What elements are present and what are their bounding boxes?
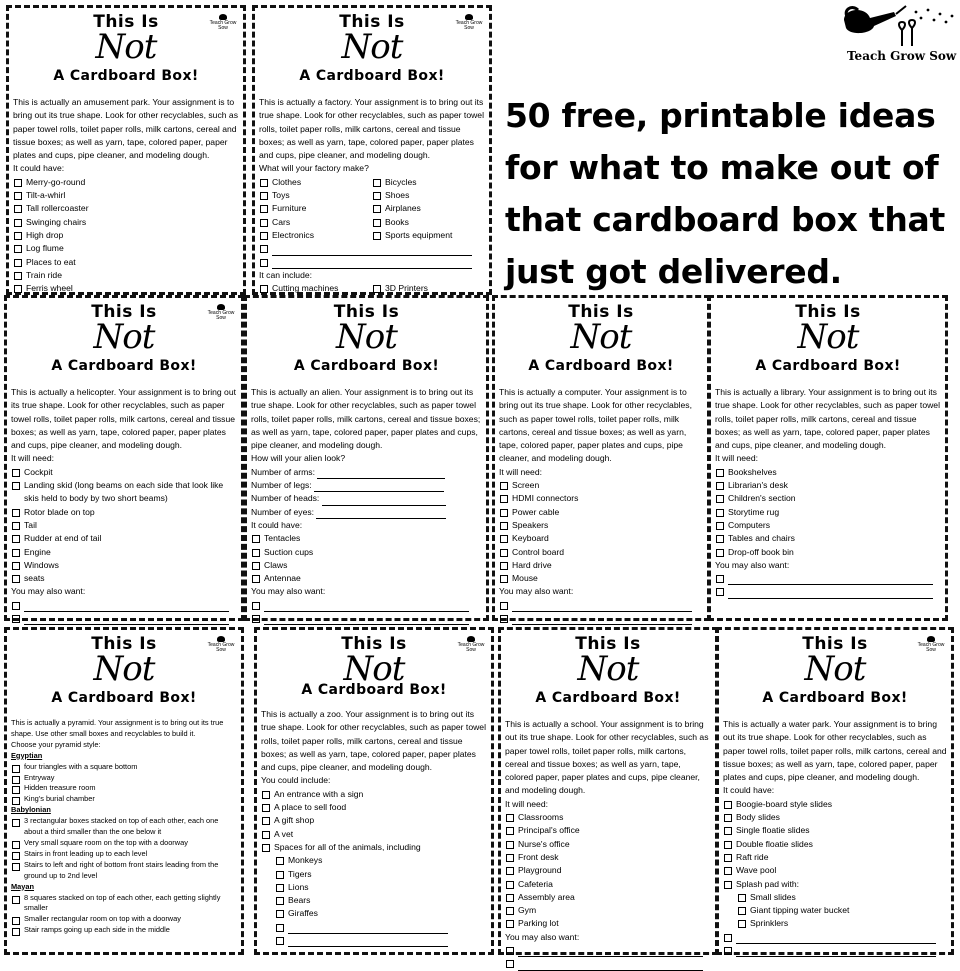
list-item[interactable]: Children's section xyxy=(715,492,941,505)
list-item[interactable]: Stairs to left and right of bottom front stairs leading from the ground up to 2nd level xyxy=(11,860,237,882)
list-item[interactable]: Cafeteria xyxy=(505,878,711,891)
list-item[interactable]: King's burial chamber xyxy=(11,794,237,805)
alien-field-eyes[interactable]: Number of eyes: xyxy=(251,506,482,519)
list-item[interactable]: 8 squares stacked on top of each other, each getting slightly smaller xyxy=(11,893,237,915)
list-item[interactable]: Screen xyxy=(499,479,703,492)
list-label: You may also want: xyxy=(11,586,86,597)
blank-lines xyxy=(259,242,485,269)
list-item[interactable]: 3 rectangular boxes stacked on top of each other, each one about a third smaller than the one below it xyxy=(11,816,237,838)
card-water-park xyxy=(716,627,954,955)
list-item[interactable]: Classrooms xyxy=(505,811,711,824)
card-zoo xyxy=(254,627,494,955)
card-body xyxy=(255,96,489,309)
blank-lines xyxy=(723,931,947,958)
list-item[interactable]: Stair ramps going up each side in the middle xyxy=(11,925,237,936)
list-subitem[interactable]: Giant tipping water bucket xyxy=(723,904,947,917)
list-subitem[interactable]: Small slides xyxy=(723,891,947,904)
list-item[interactable]: Airplanes xyxy=(372,202,485,215)
card-description: This is actually a computer. Your assignment is to bring out its true shape. Look for other recyclables, such as paper towel rolls, toilet paper rolls, milk cartons, cereal and tissue boxes; as well as yarn, tape, colored paper, paper plates and cups, pipe cleaner, and modeling dough. xyxy=(499,387,692,464)
alien-field-arms[interactable]: Number of arms: xyxy=(251,466,482,479)
card-title-cardboard-box: A Cardboard Box! xyxy=(51,358,197,374)
list-item[interactable]: Gym xyxy=(505,904,711,917)
list-label: How will your alien look? xyxy=(251,453,346,464)
card-helicopter xyxy=(4,295,244,621)
card-title-not: Not xyxy=(93,649,155,689)
list-item[interactable]: A gift shop xyxy=(261,814,487,827)
blank-lines xyxy=(251,599,482,626)
list-label: You may also want: xyxy=(499,586,574,597)
card-factory xyxy=(252,5,492,295)
list-item[interactable]: HDMI connectors xyxy=(499,492,703,505)
list-label: It will need: xyxy=(499,466,542,477)
card-pyramid xyxy=(4,627,244,955)
checklist xyxy=(251,532,482,585)
card-body xyxy=(257,708,491,947)
list-item[interactable]: Hidden treasure room xyxy=(11,783,237,794)
list-label: It will need: xyxy=(715,453,758,464)
list-item[interactable]: Engine xyxy=(11,546,237,559)
section-mayan: Mayan xyxy=(11,881,35,891)
list-item[interactable]: Cars xyxy=(259,216,372,229)
blank-item[interactable] xyxy=(259,242,485,255)
checklist xyxy=(261,788,487,948)
alien-field-heads[interactable]: Number of heads: xyxy=(251,492,482,505)
checklist xyxy=(11,466,237,586)
checklist xyxy=(505,811,711,931)
list-item[interactable]: Shoes xyxy=(372,189,485,202)
list-item[interactable]: Train ride xyxy=(13,269,239,282)
card-header xyxy=(7,630,241,718)
blank-item[interactable] xyxy=(261,934,487,947)
list-item[interactable]: Parking lot xyxy=(505,917,711,930)
checklist xyxy=(499,479,703,585)
list-label: Choose your pyramid style: xyxy=(11,739,101,749)
two-column-list xyxy=(259,176,485,242)
card-title-cardboard-box: A Cardboard Box! xyxy=(301,682,447,698)
list-item[interactable]: Bookshelves xyxy=(715,466,941,479)
list-item[interactable]: Swinging chairs xyxy=(13,216,239,229)
card-description: This is actually a zoo. Your assignment is to bring out its true shape. Look for other recyclables, such as paper towel rolls, toilet paper rolls, milk cartons, cereal and tissue boxes; as well as yarn, tape, colored paper, paper plates and cups, pipe cleaner, and modeling dough. xyxy=(261,709,486,773)
card-title-this-is: This Is xyxy=(91,302,157,322)
card-computer xyxy=(492,295,710,621)
headline: 50 free, printable ideas for what to make out of that cardboard box that just got delivered. xyxy=(505,96,945,291)
list-item[interactable]: Stairs in front leading up to each level xyxy=(11,849,237,860)
card-body xyxy=(711,386,945,599)
list-label: What will your factory make? xyxy=(259,163,369,174)
list-item[interactable]: Sports equipment xyxy=(372,229,485,242)
list-item[interactable]: Antennae xyxy=(251,572,482,585)
section-egyptian: Egyptian xyxy=(11,750,43,760)
list-item[interactable]: Places to eat xyxy=(13,256,239,269)
section-babylonian: Babylonian xyxy=(11,805,51,815)
card-description: This is actually an alien. Your assignment is to bring out its true shape. Look for other recyclables, such as paper towel rolls, toilet paper rolls, milk cartons, cereal and tissue boxes; as well as yarn, tape, colored paper, paper plates and cups, pipe cleaner, and modeling dough. xyxy=(251,387,481,451)
blank-lines xyxy=(11,599,237,626)
list-item[interactable]: A vet xyxy=(261,828,487,841)
card-body xyxy=(719,718,951,957)
card-title-not: Not xyxy=(804,649,866,689)
card-library xyxy=(708,295,948,621)
card-title-this-is: This Is xyxy=(93,12,159,32)
list-item[interactable]: Wave pool xyxy=(723,864,947,877)
blank-lines xyxy=(499,599,703,626)
list-item[interactable]: Front desk xyxy=(505,851,711,864)
list-label: It will need: xyxy=(505,798,548,809)
card-title-this-is: This Is xyxy=(333,302,400,322)
card-header xyxy=(501,630,715,718)
list-label: It can include: xyxy=(259,269,313,280)
card-title-cardboard-box: A Cardboard Box! xyxy=(528,358,674,374)
list-item[interactable]: Books xyxy=(372,216,485,229)
blank-item[interactable] xyxy=(715,585,941,598)
list-item[interactable]: Tentacles xyxy=(251,532,482,545)
list-label: It could have: xyxy=(251,519,303,530)
list-subitem[interactable]: Giraffes xyxy=(261,907,487,920)
list-item[interactable]: Merry-go-round xyxy=(13,176,239,189)
blank-item[interactable] xyxy=(11,612,237,625)
mini-logo: Teach Grow Sow xyxy=(455,14,483,31)
blank-item[interactable] xyxy=(11,599,237,612)
card-body xyxy=(495,386,707,625)
list-item[interactable]: Electronics xyxy=(259,229,372,242)
card-title-not: Not xyxy=(797,317,859,357)
list-item[interactable]: Double floatie slides xyxy=(723,838,947,851)
card-body xyxy=(7,718,241,936)
list-label: It will need: xyxy=(11,453,54,464)
list-item[interactable]: Tall rollercoaster xyxy=(13,202,239,215)
mini-logo: Teach Grow Sow xyxy=(917,636,945,653)
list-item[interactable]: Drop-off book bin xyxy=(715,546,941,559)
checklist xyxy=(259,176,372,242)
card-title-cardboard-box: A Cardboard Box! xyxy=(51,690,197,706)
card-title-not: Not xyxy=(577,649,639,689)
list-label: You may also want: xyxy=(251,586,326,597)
blank-lines xyxy=(715,572,941,599)
list-label: You may also want: xyxy=(505,931,580,942)
list-label: It could have: xyxy=(723,785,775,796)
list-item[interactable]: Body slides xyxy=(723,811,947,824)
card-header xyxy=(495,298,707,386)
card-header xyxy=(255,8,489,96)
list-item[interactable]: Smaller rectangular room on top with a doorway xyxy=(11,914,237,925)
list-item[interactable]: Clothes xyxy=(259,176,372,189)
card-title-this-is: This Is xyxy=(341,634,407,654)
list-item[interactable]: Computers xyxy=(715,519,941,532)
list-item[interactable]: Ferris wheel xyxy=(13,282,239,295)
card-title-this-is: This Is xyxy=(795,302,861,322)
blank-item[interactable] xyxy=(505,957,711,970)
blank-item[interactable] xyxy=(723,944,947,957)
card-header xyxy=(711,298,945,386)
list-subitem[interactable]: Bears xyxy=(261,894,487,907)
list-item[interactable]: Keyboard xyxy=(499,532,703,545)
card-title-this-is: This Is xyxy=(339,12,405,32)
list-item[interactable]: Tilt-a-whirl xyxy=(13,189,239,202)
list-item[interactable]: High drop xyxy=(13,229,239,242)
list-item[interactable]: Splash pad with: xyxy=(723,878,947,891)
mini-logo: Teach Grow Sow xyxy=(209,14,237,31)
list-item[interactable]: Hard drive xyxy=(499,559,703,572)
card-title-cardboard-box: A Cardboard Box! xyxy=(53,68,199,84)
list-item[interactable]: Power cable xyxy=(499,506,703,519)
list-item[interactable]: Landing skid (long beams on each side that look like skis held to body by two short beams) xyxy=(11,479,237,506)
list-item[interactable]: four triangles with a square bottom xyxy=(11,762,237,773)
card-title-this-is: This Is xyxy=(568,302,634,322)
card-body xyxy=(9,96,243,295)
list-item[interactable]: Toys xyxy=(259,189,372,202)
blank-item[interactable] xyxy=(251,612,482,625)
list-item[interactable]: Rudder at end of tail xyxy=(11,532,237,545)
blank-lines xyxy=(505,944,711,971)
list-item[interactable]: Single floatie slides xyxy=(723,824,947,837)
list-item[interactable]: Boogie-board style slides xyxy=(723,798,947,811)
blank-item[interactable] xyxy=(499,599,703,612)
list-item[interactable]: Entryway xyxy=(11,773,237,784)
blank-item[interactable] xyxy=(261,921,487,934)
card-body xyxy=(247,386,486,625)
list-item[interactable]: Speakers xyxy=(499,519,703,532)
checklist xyxy=(372,176,485,242)
card-title-this-is: This Is xyxy=(91,634,157,654)
card-header xyxy=(9,8,243,96)
card-title-cardboard-box: A Cardboard Box! xyxy=(535,690,681,706)
card-title-cardboard-box: A Cardboard Box! xyxy=(755,358,901,374)
checklist xyxy=(715,466,941,559)
list-item[interactable]: Bicycles xyxy=(372,176,485,189)
card-body xyxy=(7,386,241,625)
card-title-not: Not xyxy=(341,27,403,67)
card-title-not: Not xyxy=(343,649,405,689)
card-description: This is actually a water park. Your assignment is to bring out its true shape. Look for other recyclables, such as paper towel rolls, toilet paper rolls, milk cartons, cereal and tissue boxes; as well as yarn, tape, colored paper, paper plates and cups, pipe cleaner, and modeling dough. xyxy=(723,719,947,783)
list-item[interactable]: Librarian's desk xyxy=(715,479,941,492)
card-header xyxy=(719,630,951,718)
card-school xyxy=(498,627,718,955)
list-label: You may also want: xyxy=(715,559,790,570)
card-description: This is actually an amusement park. Your assignment is to bring out its true shape. Look for other recyclables, such as paper towel rolls, toilet paper rolls, milk cartons, cereal and tissue boxes; as well as yarn, tape, colored paper, paper plates and cups, pipe cleaner, and modeling dough. xyxy=(13,97,238,161)
checklist xyxy=(13,176,239,296)
list-item[interactable]: Cockpit xyxy=(11,466,237,479)
mini-logo: Teach Grow Sow xyxy=(207,304,235,321)
card-title-cardboard-box: A Cardboard Box! xyxy=(762,690,908,706)
blank-item[interactable] xyxy=(499,612,703,625)
list-item[interactable]: Storytime rug xyxy=(715,506,941,519)
blank-item[interactable] xyxy=(251,599,482,612)
checklist xyxy=(11,816,237,881)
card-title-not: Not xyxy=(95,27,157,67)
list-label: It could have: xyxy=(13,163,65,174)
card-description: This is actually a school. Your assignment is to bring out its true shape. Look for other recyclables, such as paper towel rolls, toilet paper rolls, milk cartons, cereal and tissue boxes; as well as yarn, tape, colored paper, paper plates and cups, pipe cleaner, and modeling dough. xyxy=(505,719,709,796)
card-title-not: Not xyxy=(336,317,397,357)
list-item[interactable]: An entrance with a sign xyxy=(261,788,487,801)
list-item[interactable]: Tables and chairs xyxy=(715,532,941,545)
list-label: You could include: xyxy=(261,775,331,786)
blank-item[interactable] xyxy=(715,572,941,585)
alien-field-legs[interactable]: Number of legs: xyxy=(251,479,482,492)
mini-logo: Teach Grow Sow xyxy=(207,636,235,653)
card-title-not: Not xyxy=(570,317,632,357)
card-alien xyxy=(244,295,489,621)
list-subitem[interactable]: Tigers xyxy=(261,868,487,881)
checklist xyxy=(11,893,237,937)
card-description: This is actually a library. Your assignment is to bring out its true shape. Look for other recyclables, such as paper towel rolls, toilet paper rolls, milk cartons, cereal and tissue boxes; as well as yarn, tape, colored paper, paper plates and cups, pipe cleaner, and modeling dough. xyxy=(715,387,940,451)
list-item[interactable]: Control board xyxy=(499,546,703,559)
blank-item[interactable] xyxy=(723,931,947,944)
card-description: This is actually a pyramid. Your assignment is to bring out its true shape. Use other small boxes and recyclables to build it. xyxy=(11,718,224,738)
card-header xyxy=(7,298,241,386)
list-item[interactable]: Playground xyxy=(505,864,711,877)
card-amusement-park xyxy=(6,5,246,295)
list-item[interactable]: Rotor blade on top xyxy=(11,506,237,519)
card-description: This is actually a factory. Your assignment is to bring out its true shape. Look for other recyclables, such as paper towel rolls, toilet paper rolls, milk cartons, cereal and tissue boxes; as well as yarn, tape, colored paper, paper plates and cups, pipe cleaner, and modeling dough. xyxy=(259,97,484,161)
checklist xyxy=(11,762,237,806)
list-item[interactable]: Principal's office xyxy=(505,824,711,837)
list-item[interactable]: Furniture xyxy=(259,202,372,215)
mini-logo: Teach Grow Sow xyxy=(457,636,485,653)
list-subitem[interactable]: Monkeys xyxy=(261,854,487,867)
list-item[interactable]: Cutting machines xyxy=(259,282,372,295)
list-item[interactable]: Tail xyxy=(11,519,237,532)
list-item[interactable]: Raft ride xyxy=(723,851,947,864)
list-item[interactable]: Mouse xyxy=(499,572,703,585)
list-subitem[interactable]: Lions xyxy=(261,881,487,894)
list-item[interactable]: A place to sell food xyxy=(261,801,487,814)
card-title-cardboard-box: A Cardboard Box! xyxy=(299,68,445,84)
card-title-this-is: This Is xyxy=(802,634,868,654)
list-item[interactable]: Very small square room on the top with a doorway xyxy=(11,838,237,849)
list-subitem[interactable]: Sprinklers xyxy=(723,917,947,930)
list-item[interactable]: 3D Printers xyxy=(372,282,485,295)
card-title-cardboard-box: A Cardboard Box! xyxy=(293,358,440,374)
list-item[interactable]: Nurse's office xyxy=(505,838,711,851)
list-item[interactable]: Claws xyxy=(251,559,482,572)
brand-name: Teach Grow Sow xyxy=(847,49,957,63)
list-item[interactable]: Spaces for all of the animals, including xyxy=(261,841,487,854)
list-item[interactable]: Assembly area xyxy=(505,891,711,904)
blank-item[interactable] xyxy=(505,944,711,957)
list-item[interactable]: seats xyxy=(11,572,237,585)
card-header xyxy=(247,298,486,386)
card-title-not: Not xyxy=(93,317,155,357)
watering-can-icon xyxy=(836,0,958,52)
card-header xyxy=(257,630,491,708)
list-item[interactable]: Log flume xyxy=(13,242,239,255)
card-title-this-is: This Is xyxy=(575,634,641,654)
list-item[interactable]: Suction cups xyxy=(251,546,482,559)
checklist xyxy=(723,798,947,931)
blank-item[interactable] xyxy=(259,256,485,269)
list-item[interactable]: Windows xyxy=(11,559,237,572)
card-body xyxy=(501,718,715,971)
card-description: This is actually a helicopter. Your assignment is to bring out its true shape. Look for other recyclables, such as paper towel rolls, toilet paper rolls, milk cartons, cereal and tissue boxes; as well as yarn, tape, colored paper, paper plates and cups, pipe cleaner, and modeling dough. xyxy=(11,387,236,451)
